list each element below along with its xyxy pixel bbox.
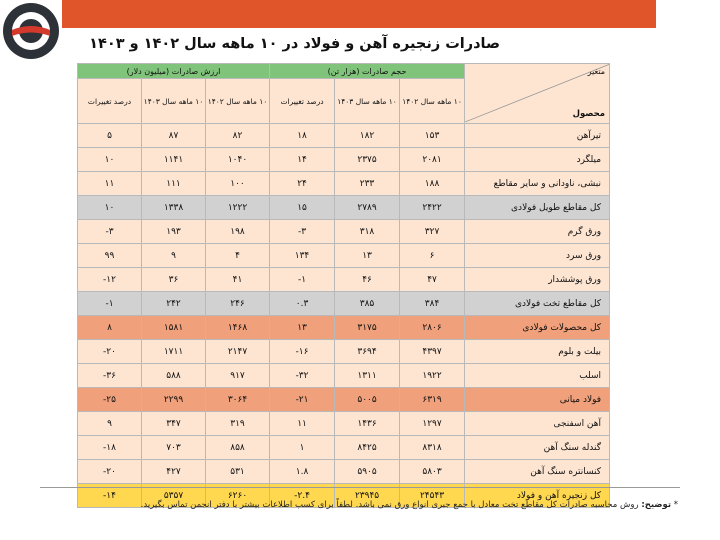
cell-val-1402: ۲۴۶ — [206, 292, 270, 316]
cell-val-chg: -۱ — [78, 292, 142, 316]
cell-val-1403: ۳۴۷ — [142, 412, 206, 436]
cell-product-name: میلگرد — [465, 148, 610, 172]
table-row — [78, 436, 610, 460]
cell-val-1403: ۹ — [142, 244, 206, 268]
cell-vol-chg: ۱ — [270, 436, 335, 460]
cell-vol-chg: ۱.۸ — [270, 460, 335, 484]
cell-product-name: اسلب — [465, 364, 610, 388]
cell-vol-chg: ۱۳ — [270, 316, 335, 340]
cell-vol-1403: ۱۸۲ — [335, 124, 400, 148]
cell-vol-1402: ۶ — [400, 244, 465, 268]
cell-val-chg: ۵ — [78, 124, 142, 148]
corner-variable-label: متغیر — [587, 67, 606, 76]
table-row — [78, 148, 610, 172]
cell-val-chg: ۱۱ — [78, 172, 142, 196]
cell-vol-1402: ۲۸۰۶ — [400, 316, 465, 340]
table-row — [78, 124, 610, 148]
cell-val-1403: ۱۹۳ — [142, 220, 206, 244]
cell-vol-1403: ۲۳۷۵ — [335, 148, 400, 172]
cell-val-1403: ۵۸۸ — [142, 364, 206, 388]
cell-val-1402: ۵۳۱ — [206, 460, 270, 484]
cell-vol-chg: ۱۳۴ — [270, 244, 335, 268]
header-volume-1403: ۱۰ ماهه سال ۱۴۰۳ — [335, 79, 400, 124]
cell-product-name: گندله سنگ آهن — [465, 436, 610, 460]
cell-val-chg: -۳۶ — [78, 364, 142, 388]
cell-val-1402: ۹۱۷ — [206, 364, 270, 388]
cell-vol-1403: ۲۷۸۹ — [335, 196, 400, 220]
cell-val-1402: ۱۴۶۸ — [206, 316, 270, 340]
cell-vol-chg: -۳۲ — [270, 364, 335, 388]
footnote-text: روش محاسبه صادرات کل مقاطع تخت معادل با جمع جبری انواع ورق نمی باشد. لطفاً برای کسب اطلاعات بیشتر با دفتر انجمن تماس بگیرید. — [140, 500, 639, 510]
cell-vol-1403: ۳۸۵ — [335, 292, 400, 316]
cell-vol-1402: ۱۵۳ — [400, 124, 465, 148]
association-logo — [0, 0, 62, 62]
cell-vol-1403: ۵۹۰۵ — [335, 460, 400, 484]
footnote — [40, 500, 678, 510]
cell-vol-chg: ۱۸ — [270, 124, 335, 148]
cell-vol-chg: ۰.۳ — [270, 292, 335, 316]
cell-val-chg: -۲۵ — [78, 388, 142, 412]
cell-vol-chg: ۱۴ — [270, 148, 335, 172]
cell-val-chg: -۱۴ — [78, 484, 142, 508]
table-row — [78, 412, 610, 436]
cell-val-1402: ۴۱ — [206, 268, 270, 292]
cell-val-chg: -۱۸ — [78, 436, 142, 460]
cell-vol-1403: ۴۶ — [335, 268, 400, 292]
cell-val-chg: ۸ — [78, 316, 142, 340]
cell-val-1402: ۱۹۸ — [206, 220, 270, 244]
cell-product-name: کل مقاطع طویل فولادی — [465, 196, 610, 220]
cell-val-1403: ۲۴۲ — [142, 292, 206, 316]
table-row — [78, 364, 610, 388]
cell-product-name: فولاد میانی — [465, 388, 610, 412]
cell-vol-1402: ۲۰۸۱ — [400, 148, 465, 172]
group-header-volume: حجم صادرات (هزار تن) — [270, 64, 465, 79]
cell-vol-chg: -۳ — [270, 220, 335, 244]
cell-vol-1403: ۱۴۳۶ — [335, 412, 400, 436]
export-table — [77, 63, 610, 508]
cell-val-1402: ۸۲ — [206, 124, 270, 148]
cell-vol-1402: ۴۷ — [400, 268, 465, 292]
cell-vol-chg: -۱ — [270, 268, 335, 292]
table-row — [78, 388, 610, 412]
cell-product-name: کل مقاطع تخت فولادی — [465, 292, 610, 316]
header-volume-1402: ۱۰ ماهه سال ۱۴۰۲ — [400, 79, 465, 124]
footnote-star: * — [673, 500, 678, 510]
cell-vol-1402: ۱۸۸ — [400, 172, 465, 196]
cell-vol-chg: -۲۱ — [270, 388, 335, 412]
cell-val-1402: ۱۰۴۰ — [206, 148, 270, 172]
cell-val-1402: ۲۱۴۷ — [206, 340, 270, 364]
cell-vol-1403: ۵۰۰۵ — [335, 388, 400, 412]
cell-val-chg: -۳ — [78, 220, 142, 244]
header-value-change: درصد تغییرات — [78, 79, 142, 124]
cell-val-1403: ۱۱۱ — [142, 172, 206, 196]
table-row — [78, 292, 610, 316]
cell-vol-1402: ۱۹۲۲ — [400, 364, 465, 388]
cell-val-chg: ۱۰ — [78, 196, 142, 220]
cell-val-1403: ۱۷۱۱ — [142, 340, 206, 364]
table-row — [78, 460, 610, 484]
table-row — [78, 268, 610, 292]
cell-vol-1403: ۲۳۹۴۵ — [335, 484, 400, 508]
header-value-1403: ۱۰ ماهه سال ۱۴۰۳ — [142, 79, 206, 124]
corner-product-label: محصول — [572, 109, 606, 119]
cell-product-name: تیرآهن — [465, 124, 610, 148]
footer-divider — [40, 487, 680, 488]
group-header-value: ارزش صادرات (میلیون دلار) — [78, 64, 270, 79]
cell-product-name: ورق گرم — [465, 220, 610, 244]
cell-val-1403: ۴۲۷ — [142, 460, 206, 484]
cell-vol-1402: ۴۳۹۷ — [400, 340, 465, 364]
cell-vol-1403: ۳۱۸ — [335, 220, 400, 244]
cell-vol-1402: ۶۳۱۹ — [400, 388, 465, 412]
top-accent-bar — [62, 0, 656, 28]
cell-vol-1402: ۵۸۰۳ — [400, 460, 465, 484]
cell-product-name: نبشی، ناودانی و سایر مقاطع — [465, 172, 610, 196]
cell-vol-1403: ۱۳ — [335, 244, 400, 268]
cell-vol-1402: ۳۸۴ — [400, 292, 465, 316]
cell-vol-1402: ۱۲۹۷ — [400, 412, 465, 436]
cell-vol-1402: ۲۴۲۲ — [400, 196, 465, 220]
cell-vol-1402: ۳۲۷ — [400, 220, 465, 244]
cell-product-name: کنسانتره سنگ آهن — [465, 460, 610, 484]
cell-vol-1403: ۳۶۹۴ — [335, 340, 400, 364]
table-row — [78, 340, 610, 364]
cell-product-name: آهن اسفنجی — [465, 412, 610, 436]
cell-vol-chg: ۱۱ — [270, 412, 335, 436]
table-row — [78, 316, 610, 340]
page-title: صادرات زنجیره آهن و فولاد در ۱۰ ماهه سال ۱۴۰۲ و ۱۴۰۳ — [89, 36, 500, 52]
header-value-1402: ۱۰ ماهه سال ۱۴۰۲ — [206, 79, 270, 124]
cell-val-1403: ۵۳۵۷ — [142, 484, 206, 508]
cell-val-1403: ۱۱۴۱ — [142, 148, 206, 172]
cell-val-1403: ۱۵۸۱ — [142, 316, 206, 340]
cell-val-chg: -۲۰ — [78, 460, 142, 484]
cell-val-1402: ۱۲۲۲ — [206, 196, 270, 220]
cell-vol-1403: ۳۱۷۵ — [335, 316, 400, 340]
table-row — [78, 172, 610, 196]
cell-product-name: بیلت و بلوم — [465, 340, 610, 364]
cell-vol-chg: -۲.۴ — [270, 484, 335, 508]
cell-product-name: کل زنجیره آهن و فولاد — [465, 484, 610, 508]
cell-vol-chg: -۱۶ — [270, 340, 335, 364]
cell-val-1402: ۸۵۸ — [206, 436, 270, 460]
cell-product-name: کل محصولات فولادی — [465, 316, 610, 340]
cell-vol-1402: ۲۴۵۴۳ — [400, 484, 465, 508]
table-row — [78, 220, 610, 244]
cell-val-1402: ۳۱۹ — [206, 412, 270, 436]
cell-val-1402: ۱۰۰ — [206, 172, 270, 196]
cell-vol-1403: ۲۳۳ — [335, 172, 400, 196]
cell-val-chg: -۲۰ — [78, 340, 142, 364]
cell-val-1402: ۴ — [206, 244, 270, 268]
cell-val-1402: ۳۰۶۴ — [206, 388, 270, 412]
cell-vol-1403: ۱۳۱۱ — [335, 364, 400, 388]
cell-val-1403: ۷۰۳ — [142, 436, 206, 460]
cell-val-chg: -۱۲ — [78, 268, 142, 292]
cell-val-1403: ۱۳۳۸ — [142, 196, 206, 220]
cell-product-name: ورق سرد — [465, 244, 610, 268]
header-volume-change: درصد تغییرات — [270, 79, 335, 124]
cell-val-1403: ۲۲۹۹ — [142, 388, 206, 412]
table-row — [78, 196, 610, 220]
cell-vol-1402: ۸۳۱۸ — [400, 436, 465, 460]
table-row — [78, 244, 610, 268]
footnote-label: توضیح: — [641, 500, 672, 510]
cell-val-1403: ۸۷ — [142, 124, 206, 148]
cell-val-chg: ۱۰ — [78, 148, 142, 172]
cell-val-1402: ۶۲۶۰ — [206, 484, 270, 508]
cell-val-1403: ۳۶ — [142, 268, 206, 292]
cell-val-chg: ۹۹ — [78, 244, 142, 268]
cell-vol-chg: ۱۵ — [270, 196, 335, 220]
cell-val-chg: ۹ — [78, 412, 142, 436]
corner-header — [465, 64, 610, 124]
cell-vol-1403: ۸۴۲۵ — [335, 436, 400, 460]
cell-product-name: ورق پوششدار — [465, 268, 610, 292]
cell-vol-chg: ۲۴ — [270, 172, 335, 196]
